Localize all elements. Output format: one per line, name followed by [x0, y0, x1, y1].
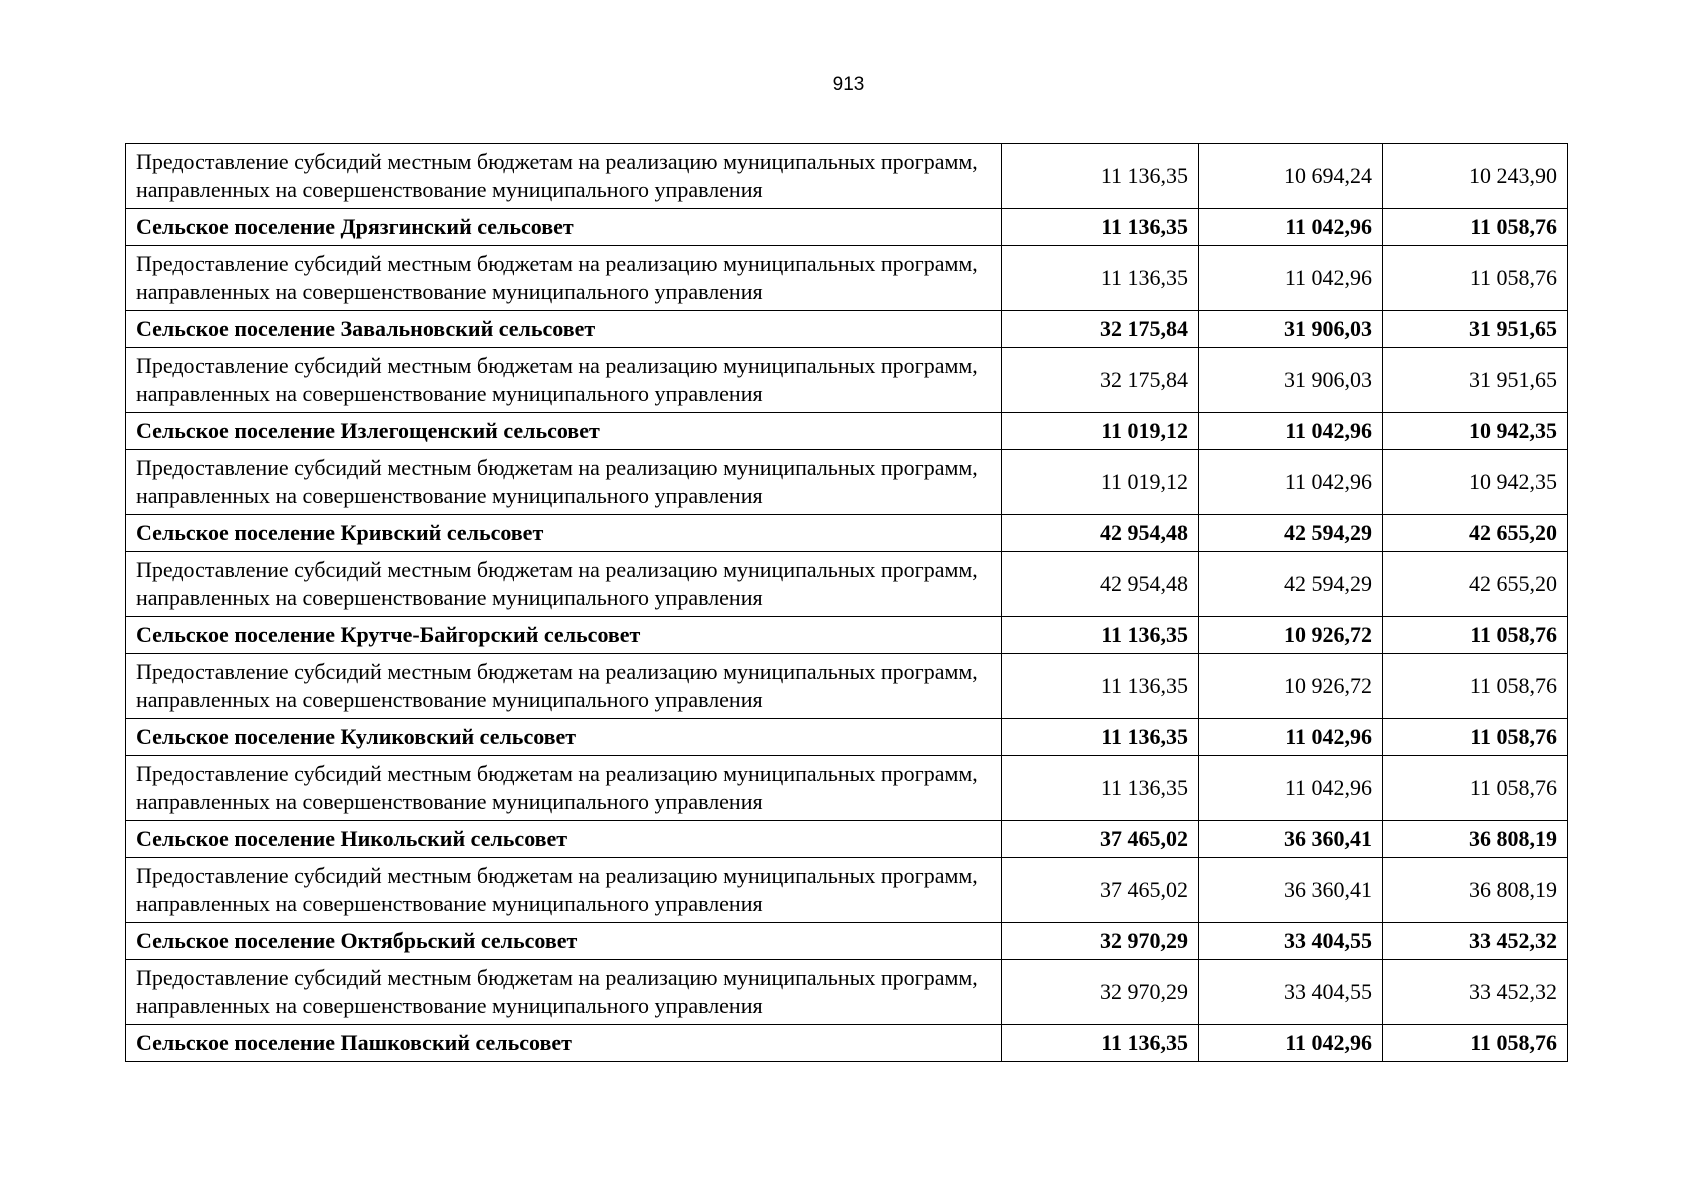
value-cell-1: 11 136,35	[1002, 756, 1199, 821]
subsidy-row	[126, 756, 1568, 821]
row-name-cell: Сельское поселение Крутче-Байгорский сельсовет	[126, 617, 1002, 654]
value-cell-2: 10 926,72	[1199, 654, 1383, 719]
settlement-row	[126, 923, 1568, 960]
subsidy-row	[126, 654, 1568, 719]
value-cell-2: 42 594,29	[1199, 552, 1383, 617]
value-cell-2: 33 404,55	[1199, 960, 1383, 1025]
value-cell-2: 11 042,96	[1199, 450, 1383, 515]
settlement-row	[126, 1025, 1568, 1062]
budget-table	[125, 143, 1568, 1062]
value-cell-1: 11 019,12	[1002, 413, 1199, 450]
value-cell-1: 32 175,84	[1002, 311, 1199, 348]
subsidy-row	[126, 348, 1568, 413]
row-name-cell: Предоставление субсидий местным бюджетам на реализацию муниципальных программ, направленных на совершенствование муниципального управления	[126, 552, 1002, 617]
subsidy-row	[126, 960, 1568, 1025]
row-name-cell: Предоставление субсидий местным бюджетам на реализацию муниципальных программ, направленных на совершенствование муниципального управления	[126, 246, 1002, 311]
row-name-cell: Предоставление субсидий местным бюджетам на реализацию муниципальных программ, направленных на совершенствование муниципального управления	[126, 450, 1002, 515]
value-cell-2: 33 404,55	[1199, 923, 1383, 960]
value-cell-1: 42 954,48	[1002, 552, 1199, 617]
value-cell-1: 11 136,35	[1002, 1025, 1199, 1062]
page-number: 913	[832, 74, 865, 95]
settlement-row	[126, 311, 1568, 348]
value-cell-1: 42 954,48	[1002, 515, 1199, 552]
value-cell-1: 32 175,84	[1002, 348, 1199, 413]
value-cell-3: 33 452,32	[1383, 960, 1568, 1025]
value-cell-1: 37 465,02	[1002, 858, 1199, 923]
value-cell-3: 42 655,20	[1383, 515, 1568, 552]
value-cell-3: 11 058,76	[1383, 246, 1568, 311]
row-name-cell: Сельское поселение Никольский сельсовет	[126, 821, 1002, 858]
value-cell-1: 11 136,35	[1002, 209, 1199, 246]
row-name-cell: Предоставление субсидий местным бюджетам на реализацию муниципальных программ, направленных на совершенствование муниципального управления	[126, 654, 1002, 719]
value-cell-3: 11 058,76	[1383, 617, 1568, 654]
value-cell-3: 11 058,76	[1383, 654, 1568, 719]
settlement-row	[126, 515, 1568, 552]
value-cell-1: 11 136,35	[1002, 654, 1199, 719]
value-cell-3: 11 058,76	[1383, 1025, 1568, 1062]
value-cell-2: 31 906,03	[1199, 348, 1383, 413]
value-cell-3: 33 452,32	[1383, 923, 1568, 960]
value-cell-2: 11 042,96	[1199, 246, 1383, 311]
row-name-cell: Предоставление субсидий местным бюджетам на реализацию муниципальных программ, направленных на совершенствование муниципального управления	[126, 858, 1002, 923]
value-cell-3: 11 058,76	[1383, 756, 1568, 821]
value-cell-3: 31 951,65	[1383, 348, 1568, 413]
settlement-row	[126, 413, 1568, 450]
budget-table-body	[126, 144, 1568, 1062]
value-cell-2: 10 926,72	[1199, 617, 1383, 654]
row-name-cell: Сельское поселение Дрязгинский сельсовет	[126, 209, 1002, 246]
value-cell-1: 37 465,02	[1002, 821, 1199, 858]
row-name-cell: Сельское поселение Пашковский сельсовет	[126, 1025, 1002, 1062]
row-name-cell: Сельское поселение Кривский сельсовет	[126, 515, 1002, 552]
value-cell-2: 31 906,03	[1199, 311, 1383, 348]
value-cell-3: 10 942,35	[1383, 450, 1568, 515]
subsidy-row	[126, 144, 1568, 209]
settlement-row	[126, 719, 1568, 756]
value-cell-3: 10 243,90	[1383, 144, 1568, 209]
value-cell-3: 31 951,65	[1383, 311, 1568, 348]
row-name-cell: Сельское поселение Завальновский сельсовет	[126, 311, 1002, 348]
row-name-cell: Сельское поселение Куликовский сельсовет	[126, 719, 1002, 756]
value-cell-1: 11 019,12	[1002, 450, 1199, 515]
subsidy-row	[126, 552, 1568, 617]
value-cell-2: 36 360,41	[1199, 821, 1383, 858]
value-cell-2: 42 594,29	[1199, 515, 1383, 552]
value-cell-1: 11 136,35	[1002, 144, 1199, 209]
settlement-row	[126, 209, 1568, 246]
value-cell-1: 11 136,35	[1002, 617, 1199, 654]
value-cell-2: 11 042,96	[1199, 756, 1383, 821]
subsidy-row	[126, 246, 1568, 311]
value-cell-2: 11 042,96	[1199, 413, 1383, 450]
row-name-cell: Сельское поселение Излегощенский сельсовет	[126, 413, 1002, 450]
row-name-cell: Предоставление субсидий местным бюджетам на реализацию муниципальных программ, направленных на совершенствование муниципального управления	[126, 960, 1002, 1025]
value-cell-1: 11 136,35	[1002, 719, 1199, 756]
value-cell-3: 36 808,19	[1383, 858, 1568, 923]
value-cell-1: 11 136,35	[1002, 246, 1199, 311]
value-cell-2: 36 360,41	[1199, 858, 1383, 923]
row-name-cell: Сельское поселение Октябрьский сельсовет	[126, 923, 1002, 960]
value-cell-3: 11 058,76	[1383, 209, 1568, 246]
row-name-cell: Предоставление субсидий местным бюджетам на реализацию муниципальных программ, направленных на совершенствование муниципального управления	[126, 756, 1002, 821]
value-cell-2: 11 042,96	[1199, 719, 1383, 756]
value-cell-3: 42 655,20	[1383, 552, 1568, 617]
value-cell-3: 10 942,35	[1383, 413, 1568, 450]
row-name-cell: Предоставление субсидий местным бюджетам на реализацию муниципальных программ, направленных на совершенствование муниципального управления	[126, 348, 1002, 413]
value-cell-1: 32 970,29	[1002, 923, 1199, 960]
subsidy-row	[126, 858, 1568, 923]
settlement-row	[126, 617, 1568, 654]
value-cell-3: 36 808,19	[1383, 821, 1568, 858]
value-cell-1: 32 970,29	[1002, 960, 1199, 1025]
value-cell-3: 11 058,76	[1383, 719, 1568, 756]
settlement-row	[126, 821, 1568, 858]
value-cell-2: 10 694,24	[1199, 144, 1383, 209]
value-cell-2: 11 042,96	[1199, 209, 1383, 246]
row-name-cell: Предоставление субсидий местным бюджетам на реализацию муниципальных программ, направленных на совершенствование муниципального управления	[126, 144, 1002, 209]
value-cell-2: 11 042,96	[1199, 1025, 1383, 1062]
subsidy-row	[126, 450, 1568, 515]
